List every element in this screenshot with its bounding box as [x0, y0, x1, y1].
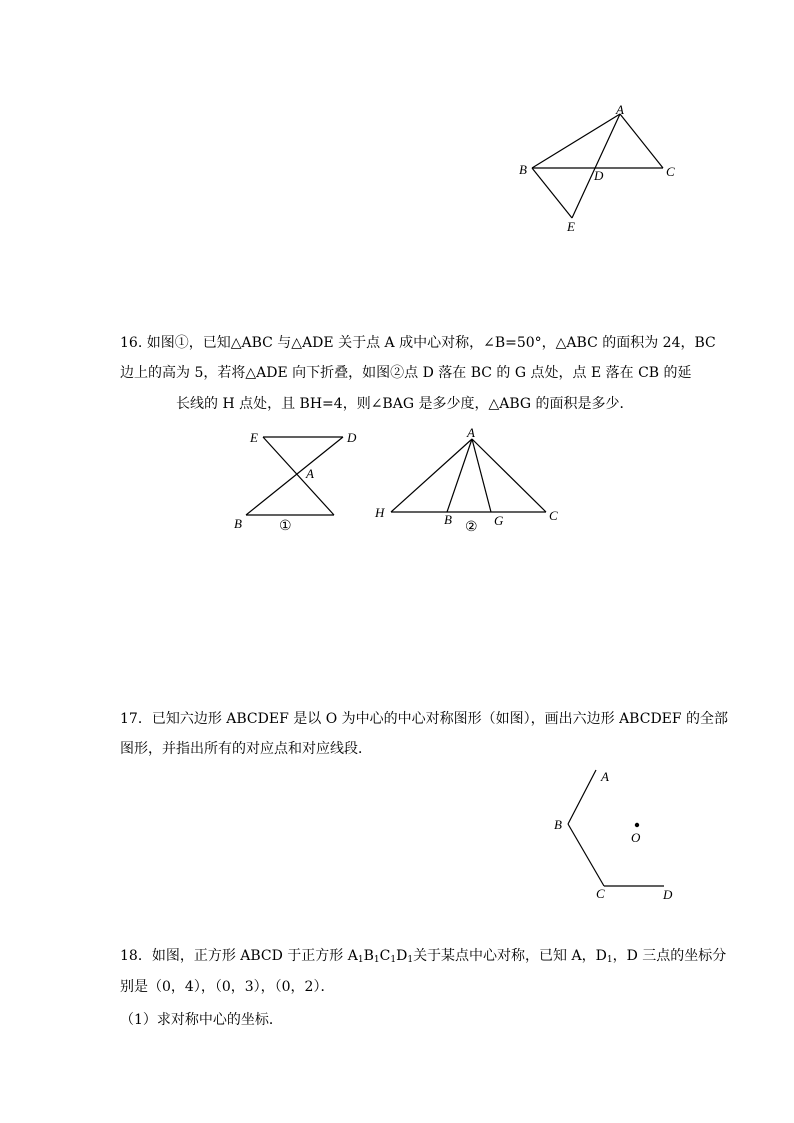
- label-E: E: [250, 430, 258, 445]
- figure-1-hourglass: [228, 425, 368, 540]
- point-O: [635, 823, 639, 827]
- label-D: D: [594, 168, 604, 183]
- q18-c: C: [379, 948, 391, 964]
- label-C: C: [549, 508, 558, 523]
- label-G: G: [494, 513, 504, 528]
- label-E: E: [567, 219, 575, 234]
- label-B: B: [519, 162, 527, 177]
- q18-line2: 别是（0，4），（0，3），（0，2）．: [120, 979, 335, 995]
- q18-line1: [120, 945, 726, 965]
- fig2-caption: ②: [465, 520, 478, 535]
- label-A: A: [467, 425, 475, 440]
- label-B: B: [554, 817, 562, 832]
- label-D: D: [347, 430, 357, 445]
- q18-line1-end: ，D 三点的坐标分: [612, 948, 727, 964]
- label-D: D: [663, 887, 673, 902]
- q18-sub2: 1: [373, 955, 380, 965]
- fig1-caption: ①: [279, 519, 292, 534]
- q18-line1-post: 关于某点中心对称，已知 A，D: [413, 948, 607, 964]
- q18-sub4: 1: [407, 955, 414, 965]
- q18-sub5: 1: [606, 955, 613, 965]
- label-C: C: [666, 164, 675, 179]
- q17-line2: 图形，并指出所有的对应点和对应线段．: [120, 741, 372, 757]
- q18-d: D: [396, 948, 408, 964]
- q16-line1: 16. 如图①，已知△ABC 与△ADE 关于点 A 成中心对称，∠B=50°，△ABC 的面积为 24，BC: [120, 335, 716, 351]
- q18-b: B: [363, 948, 374, 964]
- q18-sub1: 1: [357, 955, 364, 965]
- label-B: B: [234, 516, 242, 531]
- figure-triangle-abc-e: [510, 100, 690, 240]
- q18-line3: （1）求对称中心的坐标．: [120, 1012, 283, 1028]
- label-B: B: [444, 512, 452, 527]
- figure-2-folded: [370, 422, 570, 540]
- label-A: A: [616, 102, 624, 117]
- q17-line1: 17．已知六边形 ABCDEF 是以 O 为中心的中心对称图形（如图），画出六边形 ABCDEF 的全部: [120, 711, 729, 727]
- label-C: C: [596, 886, 605, 901]
- q18-sub3: 1: [390, 955, 397, 965]
- q16-line3: 长线的 H 点处，且 BH=4，则∠BAG 是多少度，△ABG 的面积是多少．: [176, 396, 634, 412]
- q18-line1-pre: 18．如图，正方形 ABCD 于正方形 A: [120, 948, 358, 964]
- q16-line2: 边上的高为 5，若将△ADE 向下折叠，如图②点 D 落在 BC 的 G 点处，点 E 落在 CB 的延: [120, 365, 692, 381]
- label-A: A: [306, 466, 314, 481]
- figure-hexagon-partial: [545, 765, 690, 910]
- label-A: A: [601, 769, 609, 784]
- label-O: O: [631, 830, 641, 845]
- label-H: H: [375, 505, 385, 520]
